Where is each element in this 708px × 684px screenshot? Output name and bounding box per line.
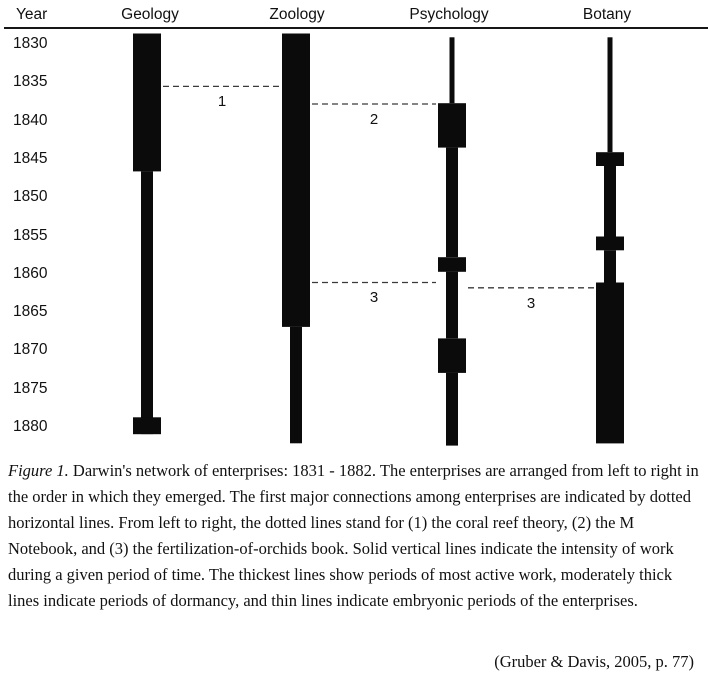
year-tick-1835: 1835 <box>13 73 48 91</box>
column-header-botany: Botany <box>582 6 632 23</box>
connection-label-3: 3 <box>526 295 536 312</box>
bar-geology-active <box>133 34 161 172</box>
year-tick-1830: 1830 <box>13 35 48 52</box>
bar-botany-active <box>596 237 624 251</box>
caption-text: Darwin's network of enterprises: 1831 - 1882. The enterprises are arranged from left to right in the order in which they emerged. The first major connections among enterprises are indicated by dotted horizontal lines. From left to right, the dotted lines stand for (1) the coral reef theory, (2) the M Notebook, and (3) the fertilization-of-orchids book. Solid vertical lines indicate the intensity of work during a given period of time. The thickest lines show periods of most active work, moderately thick lines indicate periods of dormancy, and thin lines indicate embryonic periods of the enterprises. <box>8 461 699 610</box>
bar-botany-embryonic <box>608 37 613 152</box>
year-tick-1880: 1880 <box>13 418 48 435</box>
figure-caption <box>8 458 700 614</box>
year-tick-1860: 1860 <box>13 264 48 282</box>
year-tick-1850: 1850 <box>13 188 48 206</box>
bar-psychology-active <box>438 338 466 373</box>
connection-label-2: 2 <box>369 111 379 128</box>
bar-botany-dormant <box>604 166 616 237</box>
connection-label-1: 1 <box>217 93 227 110</box>
bar-psychology-dormant <box>446 148 458 258</box>
figure-label: Figure 1. <box>8 461 69 480</box>
year-axis-title: Year <box>16 6 48 23</box>
column-header-zoology: Zoology <box>269 6 325 23</box>
column-header-geology: Geology <box>121 6 179 23</box>
year-tick-1870: 1870 <box>13 341 48 359</box>
bar-psychology-embryonic <box>450 37 455 103</box>
bar-zoology-dormant <box>290 327 302 443</box>
bar-psychology-active <box>438 103 466 147</box>
bar-psychology-active <box>438 257 466 272</box>
year-tick-1855: 1855 <box>13 226 48 244</box>
bar-geology-active <box>133 417 161 434</box>
year-tick-1865: 1865 <box>13 303 48 321</box>
bar-geology-dormant <box>141 171 153 434</box>
year-tick-1840: 1840 <box>13 111 48 129</box>
citation: (Gruber & Davis, 2005, p. 77) <box>494 652 694 671</box>
column-header-psychology: Psychology <box>409 6 489 23</box>
bar-zoology-active <box>282 34 310 327</box>
connection-label-3: 3 <box>369 289 379 306</box>
bar-botany-dormant <box>604 250 616 282</box>
year-tick-1845: 1845 <box>13 149 48 167</box>
year-tick-1875: 1875 <box>13 379 48 397</box>
bar-botany-active <box>596 283 624 444</box>
bar-psychology-dormant <box>446 373 458 446</box>
bar-botany-active <box>596 152 624 166</box>
bar-psychology-dormant <box>446 272 458 339</box>
